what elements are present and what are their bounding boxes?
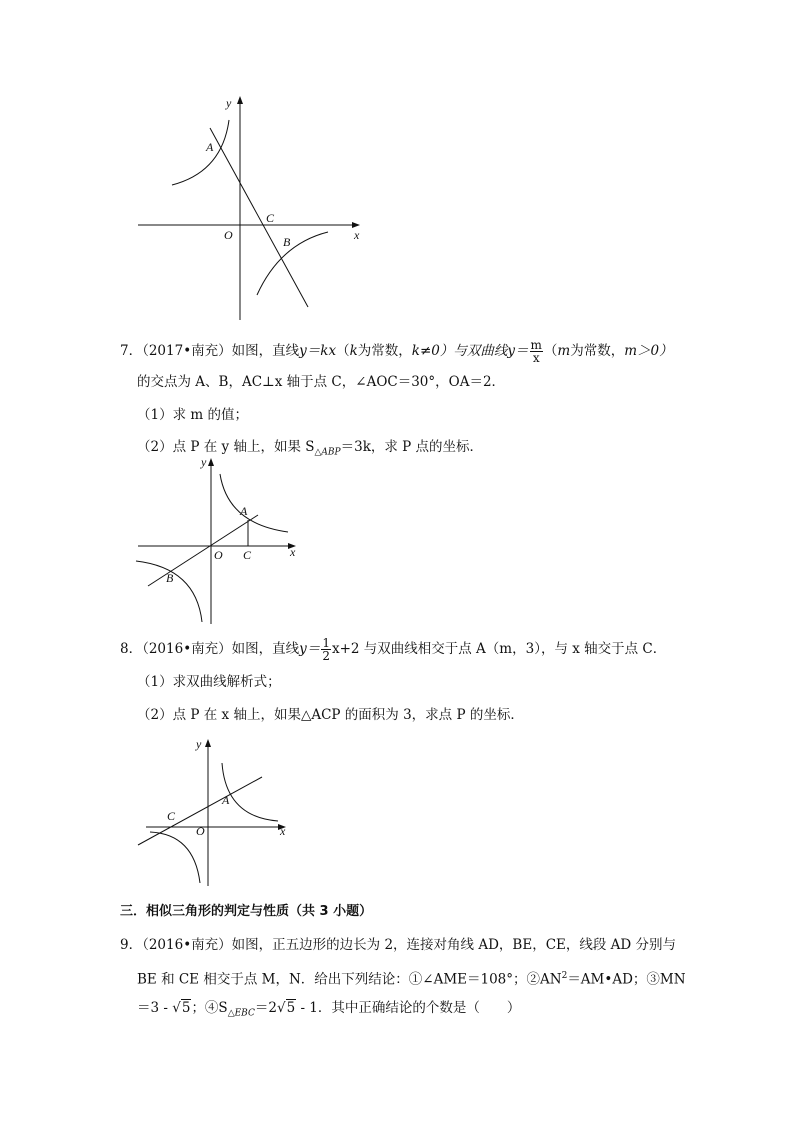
figure-1-graph	[130, 92, 370, 322]
figure-1	[130, 92, 370, 322]
fraction-m-over-x: $\frac{m}{x}$	[530, 338, 542, 365]
figure-2-graph	[130, 452, 310, 627]
label-a: A	[222, 793, 230, 807]
sqrt-symbol: √	[172, 1000, 181, 1016]
hyperbola-branch-upper	[222, 763, 278, 821]
y-axis-arrow	[205, 739, 211, 747]
q9-line-2: BE 和 CE 相交于点 M，N．给出下列结论：①∠AME＝108°；$②AN^2=AM•AD$；③MN	[137, 971, 686, 988]
q9-line-1: 9．（2016•南充）如图，正五边形的边长为 2，连接对角线 AD，BE，CE，线段 AD 分别与	[120, 937, 677, 953]
y-axis-arrow	[208, 458, 214, 466]
q7-line-2: 的交点为 A、B，AC⊥x 轴于点 C，∠AOC＝30°，OA＝2．	[137, 374, 506, 390]
label-c: C	[243, 548, 252, 562]
figure-3-graph	[130, 731, 300, 891]
q8-line-1: 8．（2016•南充）如图，直线y＝ $\frac{1}{2}$ x+2 与双曲线相交于点 A（m，3），与 x 轴交于点 C．	[120, 636, 667, 663]
line-ab	[210, 128, 308, 307]
hyperbola-branch-lower	[150, 832, 200, 883]
q7-part-2: （2）点 P 在 y 轴上，如果 $S_{\triangle ABP}=3k$，求 P 点的坐标．	[137, 439, 484, 458]
label-c: C	[266, 211, 275, 225]
sqrt-symbol-2: √	[276, 1000, 286, 1016]
label-y: y	[201, 455, 207, 469]
label-y: y	[226, 96, 232, 110]
hyperbola-branch-right	[257, 232, 328, 295]
y-axis-arrow	[237, 96, 243, 104]
line-ab	[148, 515, 258, 586]
hyperbola-branch-left	[172, 120, 229, 185]
q8-part-1: （1）求双曲线解析式；	[137, 674, 281, 690]
fraction-one-half: $\frac{1}{2}$	[322, 636, 330, 663]
label-a: A	[206, 140, 214, 154]
label-b: B	[283, 235, 291, 249]
figure-3	[130, 731, 300, 891]
q7-part-1: （1）求 m 的值；	[137, 407, 248, 423]
label-o: O	[224, 228, 233, 242]
section-3-heading: 三．相似三角形的判定与性质（共 3 小题）	[120, 904, 373, 919]
label-x: x	[290, 545, 296, 559]
q7-line-1: 7．（2017•南充）如图，直线y＝kx（k为常数，k≠0）与双曲线y＝ $\frac{m}{x}$ （m为常数，m＞0）	[120, 338, 673, 365]
q8-part-2: （2）点 P 在 x 轴上，如果△ACP 的面积为 3，求点 P 的坐标．	[137, 707, 524, 723]
label-y: y	[196, 737, 202, 751]
label-x: x	[354, 228, 360, 242]
q9-line-3: ＝3 - √5；$④S_{\triangle EBC}=2√5 - 1$．其中正确结论的个数是（ ）	[137, 1000, 521, 1019]
label-o: O	[196, 824, 205, 838]
hyperbola-branch-upper	[220, 474, 288, 532]
label-c: C	[167, 809, 176, 823]
label-x: x	[280, 824, 286, 838]
label-o: O	[214, 548, 223, 562]
label-b: B	[166, 571, 174, 585]
figure-2	[130, 452, 310, 627]
label-a: A	[240, 504, 248, 518]
